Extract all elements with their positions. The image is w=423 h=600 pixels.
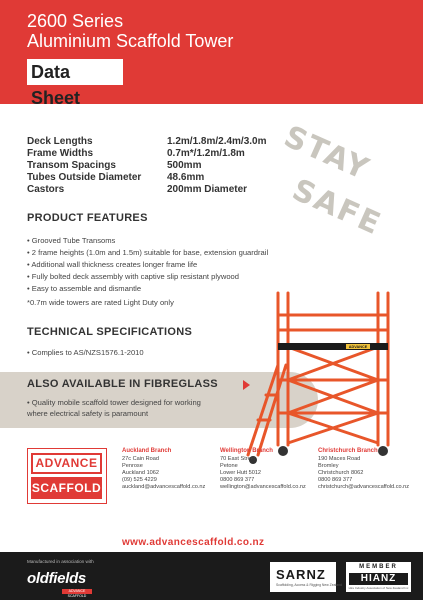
technical-item: • Complies to AS/NZS1576.1-2010 bbox=[27, 348, 144, 357]
feature-item: • Easy to assemble and dismantle bbox=[27, 284, 142, 293]
oldfields-logo: oldfields bbox=[27, 570, 86, 587]
branch-line: Auckland 1062 bbox=[122, 470, 160, 476]
branch-name: Wellington Branch bbox=[220, 448, 273, 454]
product-features-heading: PRODUCT FEATURES bbox=[27, 212, 148, 224]
branch-line: Penrose bbox=[122, 463, 143, 469]
branch-email[interactable]: wellington@advancescaffold.co.nz bbox=[220, 484, 306, 490]
fibreglass-heading: ALSO AVAILABLE IN FIBREGLASS bbox=[27, 378, 218, 390]
fibreglass-text: • Quality mobile scaffold tower designed for working bbox=[27, 398, 201, 407]
feature-item: • Fully bolted deck assembly with captive slip resistant plywood bbox=[27, 272, 240, 281]
spec-key: Deck Lengths bbox=[27, 136, 93, 147]
fibreglass-text: where electrical safety is paramount bbox=[27, 409, 149, 418]
sarnz-logo bbox=[270, 562, 342, 592]
manufactured-note: Manufactured in association with bbox=[27, 559, 94, 564]
sarnz-logo-text: SARNZ bbox=[276, 567, 326, 582]
hianz-member-logo bbox=[346, 562, 411, 592]
technical-specs-heading: TECHNICAL SPECIFICATIONS bbox=[27, 326, 193, 338]
hianz-member-text: MEMBER bbox=[359, 564, 398, 570]
product-title: Aluminium Scaffold Tower bbox=[27, 31, 234, 51]
branch-christchurch bbox=[318, 448, 409, 491]
spec-value: 200mm Diameter bbox=[167, 184, 248, 195]
branch-email[interactable]: auckland@advancescaffold.co.nz bbox=[122, 484, 206, 490]
branch-line: 70 East Street bbox=[220, 456, 256, 462]
branch-line: Petone bbox=[220, 463, 238, 469]
branch-phone: 0800 869 377 bbox=[220, 477, 255, 483]
hianz-logo-subtext: Hire Industry Association of New Zealand Inc bbox=[348, 586, 409, 590]
series-title: 2600 Series bbox=[27, 11, 124, 31]
safe-stamp: SAFE bbox=[286, 172, 387, 243]
data-sheet-label: Data Sheet bbox=[27, 59, 123, 85]
oldfields-sub-badge: ADVANCE SCAFFOLD bbox=[62, 589, 92, 594]
deck-board bbox=[278, 343, 388, 350]
feature-item: • Grooved Tube Transoms bbox=[27, 236, 116, 245]
spec-key: Tubes Outside Diameter bbox=[27, 172, 142, 183]
logo-scaffold-text: SCAFFOLD bbox=[31, 477, 102, 499]
branch-phone: 0800 869 377 bbox=[318, 477, 353, 483]
spec-value: 0.7m*/1.2m/1.8m bbox=[167, 148, 245, 159]
light-duty-note: *0.7m wide towers are rated Light Duty only bbox=[27, 298, 174, 307]
spec-value: 500mm bbox=[167, 160, 202, 171]
branch-line: Christchurch 8062 bbox=[318, 470, 364, 476]
advance-scaffold-logo bbox=[27, 448, 107, 504]
branch-line: Bromley bbox=[318, 463, 339, 469]
sarnz-logo-subtext: Scaffolding, Access & Rigging New Zealand bbox=[276, 583, 342, 587]
spec-key: Transom Spacings bbox=[27, 160, 116, 171]
branch-line: 27c Cain Road bbox=[122, 456, 160, 462]
spec-key: Frame Widths bbox=[27, 148, 94, 159]
logo-advance-text: ADVANCE bbox=[31, 453, 102, 474]
branch-name: Auckland Branch bbox=[122, 448, 172, 454]
branch-auckland bbox=[122, 448, 205, 491]
branch-wellington bbox=[220, 448, 306, 491]
spec-value: 1.2m/1.8m/2.4m/3.0m bbox=[167, 136, 267, 147]
spec-key: Castors bbox=[27, 184, 65, 195]
scaffold-tower-illustration bbox=[228, 285, 418, 475]
website-link[interactable]: www.advancescaffold.co.nz bbox=[122, 537, 265, 548]
hianz-logo-text: HIANZ bbox=[349, 573, 408, 585]
deck-label-text: ADVANCE bbox=[348, 345, 368, 350]
branch-email[interactable]: christchurch@advancescaffold.co.nz bbox=[318, 484, 410, 490]
branch-phone: (09) 525 4229 bbox=[122, 477, 157, 483]
branch-line: Lower Hutt 5012 bbox=[220, 470, 262, 476]
feature-item: • Additional wall thickness creates longer frame life bbox=[27, 260, 198, 269]
branch-line: 190 Maces Road bbox=[318, 456, 361, 462]
stay-stamp: STAY bbox=[278, 119, 376, 188]
branch-name: Christchurch Branch bbox=[318, 448, 378, 454]
spec-value: 48.6mm bbox=[167, 172, 205, 183]
header-band bbox=[0, 0, 423, 108]
feature-item: • 2 frame heights (1.0m and 1.5m) suitable for base, extension guardrail bbox=[27, 248, 269, 257]
